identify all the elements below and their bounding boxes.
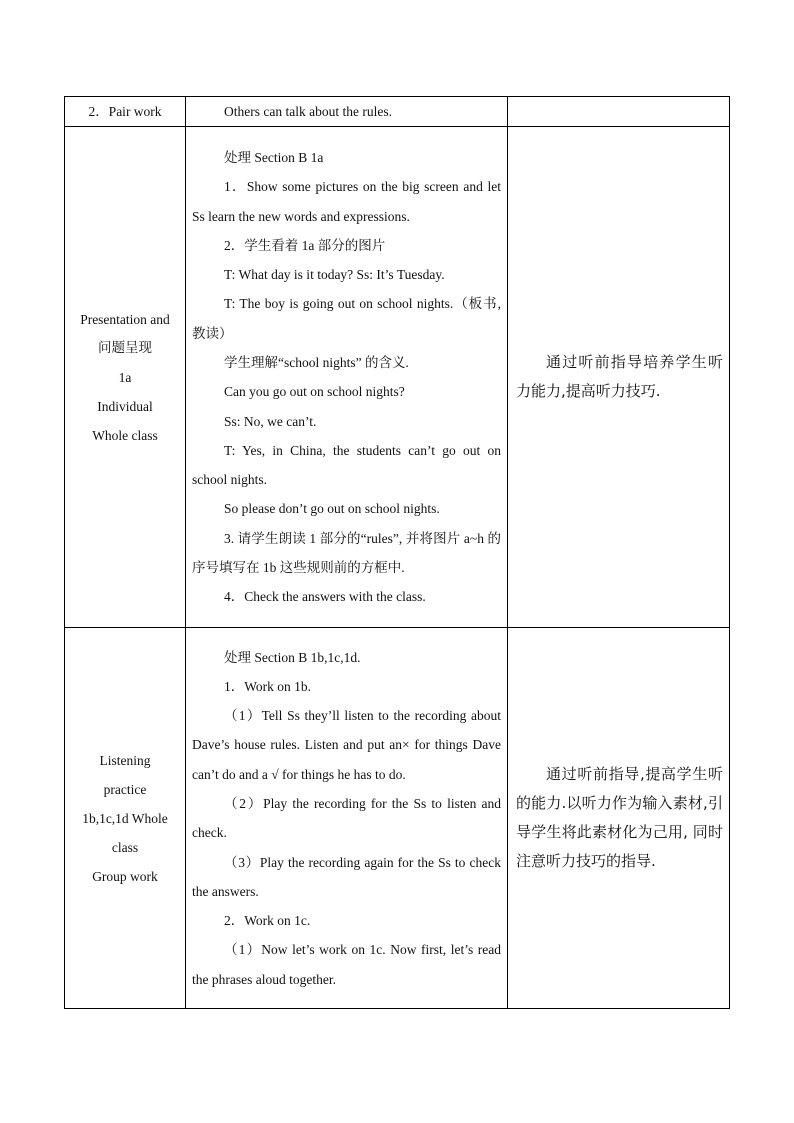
activity-label: practice xyxy=(103,781,147,797)
activity-label: Listening xyxy=(99,752,151,768)
procedure-cell xyxy=(186,127,508,628)
procedure-line: T: The boy is going out on school nights.（板书,教读） xyxy=(192,296,501,341)
procedure-line: 3. 请学生朗读 1 部分的“rules”, 并将图片 a~h 的序号填写在 1b 这些规则前的方框中. xyxy=(192,530,501,576)
purpose-text: 通过听前指导培养学生听力能力,提高听力技巧. xyxy=(516,353,723,401)
purpose-cell xyxy=(508,97,730,127)
procedure-line: 1．Show some pictures on the big screen and let Ss learn the new words and expressions. xyxy=(192,179,501,224)
procedure-line: 学生理解“school nights” 的含义. xyxy=(224,355,409,370)
procedure-cell xyxy=(186,97,508,127)
table-row-presentation xyxy=(65,127,730,628)
activity-cell xyxy=(65,628,186,1009)
procedure-line: Ss: No, we can’t. xyxy=(224,413,317,429)
activity-label: Individual xyxy=(97,398,153,414)
procedure-cell xyxy=(186,628,508,1009)
activity-label: 2．Pair work xyxy=(88,104,162,120)
lesson-plan-table xyxy=(64,96,730,1009)
activity-label: 1a xyxy=(118,369,132,385)
procedure-line: （2）Play the recording for the Ss to listen and check. xyxy=(192,796,501,841)
activity-cell xyxy=(65,97,186,127)
procedure-line: 2．Work on 1c. xyxy=(224,913,311,929)
activity-label: Whole class xyxy=(92,427,158,443)
activity-cell xyxy=(65,127,186,628)
procedure-line: 处理 Section B 1a xyxy=(224,149,324,165)
activity-label: 1b,1c,1d Whole xyxy=(82,810,168,826)
procedure-line: T: What day is it today? Ss: It’s Tuesday. xyxy=(224,267,445,283)
procedure-line: 1．Work on 1b. xyxy=(224,678,312,694)
procedure-line: Can you go out on school nights? xyxy=(224,384,405,400)
activity-label: class xyxy=(111,839,139,855)
table-row-listening xyxy=(65,628,730,1009)
activity-label: 问题呈现 xyxy=(98,339,152,356)
procedure-line: （1）Now let’s work on 1c. Now first, let’s read the phrases aloud together. xyxy=(192,942,501,987)
procedure-line: （1）Tell Ss they’ll listen to the recording about Dave’s house rules. Listen and put an× for things Dave can’t do and a √ for things he has to do. xyxy=(192,708,501,782)
activity-label: Group work xyxy=(92,868,158,884)
purpose-cell xyxy=(508,628,730,1009)
procedure-line: So please don’t go out on school nights. xyxy=(224,501,440,517)
procedure-line: 处理 Section B 1b,1c,1d. xyxy=(224,649,361,665)
purpose-cell xyxy=(508,127,730,628)
table-row-pair-work xyxy=(65,97,730,127)
procedure-line: T: Yes, in China, the students can’t go out on school nights. xyxy=(192,442,501,488)
activity-label: Presentation and xyxy=(80,311,170,327)
procedure-line: （3）Play the recording again for the Ss to check the answers. xyxy=(192,854,501,899)
purpose-text: 通过听前指导,提高学生听的能力.以听力作为输入素材,引导学生将此素材化为己用, 同时注意听力技巧的指导. xyxy=(516,765,723,871)
procedure-line: 2．学生看着 1a 部分的图片 xyxy=(224,237,386,253)
procedure-line: Others can talk about the rules. xyxy=(224,104,392,119)
procedure-line: 4．Check the answers with the class. xyxy=(224,589,426,605)
